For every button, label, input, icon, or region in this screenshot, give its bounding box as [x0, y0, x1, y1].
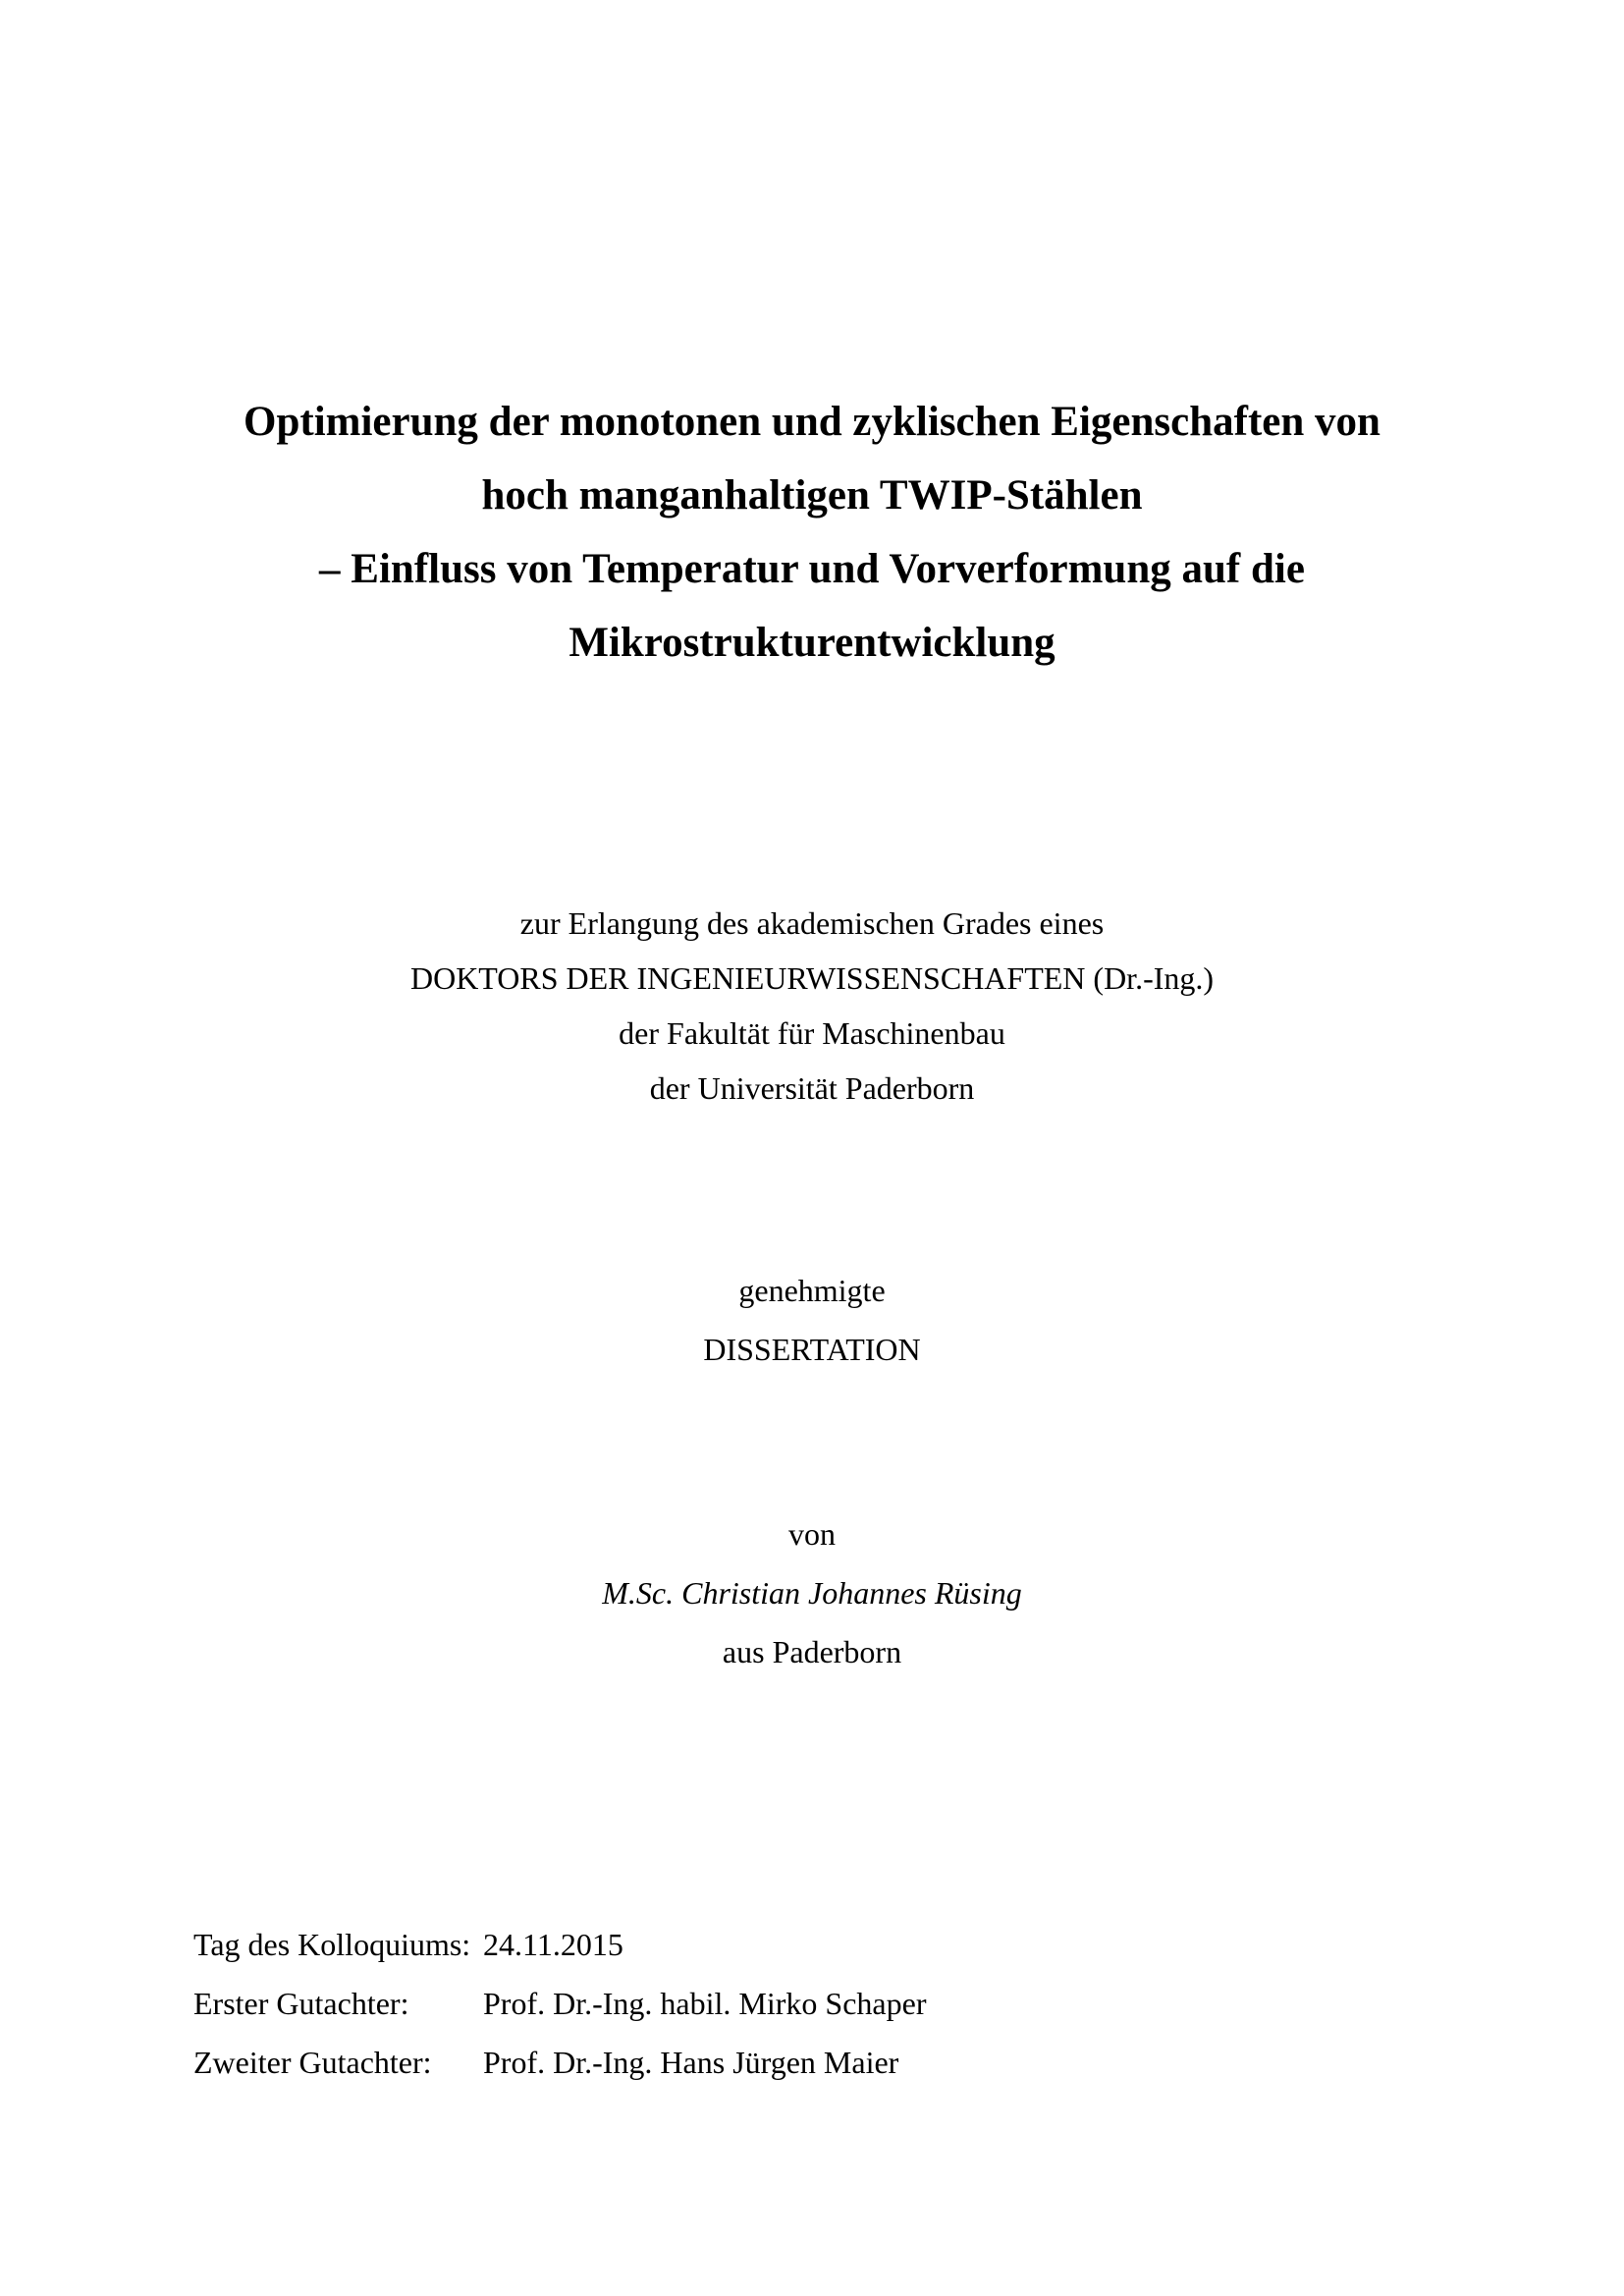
colloquium-date: 24.11.2015 — [483, 1927, 623, 1962]
approval-statement — [0, 1261, 1624, 1379]
title-line: hoch manganhaltigen TWIP-Stählen — [481, 472, 1143, 519]
author-origin: aus Paderborn — [722, 1634, 902, 1669]
meta-label: Erster Gutachter: — [193, 1986, 409, 2021]
university-line: der Universität Paderborn — [649, 1070, 975, 1106]
faculty-line: der Fakultät für Maschinenbau — [619, 1015, 1005, 1051]
document-type: DISSERTATION — [703, 1332, 921, 1367]
approval-line: genehmigte — [738, 1273, 886, 1308]
degree-line: DOKTORS DER INGENIEURWISSENSCHAFTEN (Dr.-Ing.) — [409, 960, 1215, 996]
colloquium-date-row — [193, 1915, 926, 1974]
title-line: – Einfluss von Temperatur und Vorverformung auf die — [319, 546, 1305, 592]
meta-label: Zweiter Gutachter: — [193, 2045, 432, 2080]
degree-statement — [0, 896, 1624, 1116]
second-reviewer: Prof. Dr.-Ing. Hans Jürgen Maier — [483, 2045, 899, 2080]
title-line: Mikrostrukturentwicklung — [568, 620, 1056, 666]
author-name: M.Sc. Christian Johannes Rüsing — [602, 1575, 1022, 1611]
first-reviewer: Prof. Dr.-Ing. habil. Mirko Schaper — [483, 1986, 927, 2021]
by-label: von — [788, 1516, 836, 1552]
dissertation-title — [0, 385, 1624, 680]
title-line: Optimierung der monotonen und zyklischen Eigenschaften von — [244, 399, 1380, 445]
degree-line: zur Erlangung des akademischen Grades eines — [519, 905, 1105, 941]
colloquium-details — [193, 1915, 926, 2092]
first-reviewer-row — [193, 1974, 926, 2033]
second-reviewer-row — [193, 2033, 926, 2092]
meta-label: Tag des Kolloquiums: — [193, 1927, 471, 1962]
author-block — [0, 1504, 1624, 1681]
